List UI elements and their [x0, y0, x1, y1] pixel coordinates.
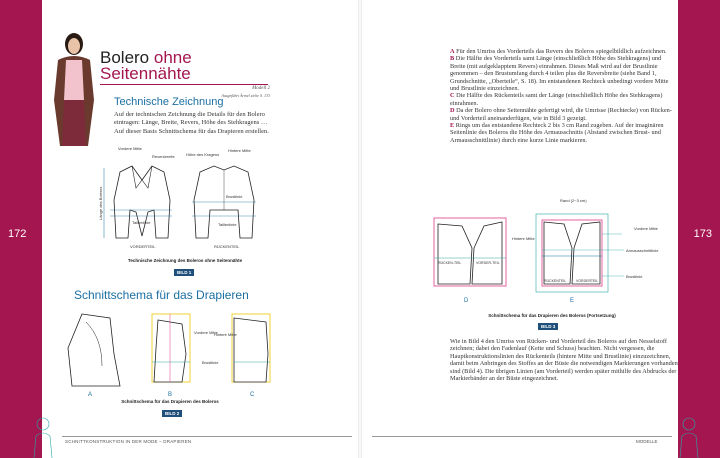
- book-gutter: [358, 0, 362, 458]
- label-hintere-mitte: Hintere Mitte: [228, 148, 251, 153]
- label-hoehe-kragen: Höhe des Kragens: [186, 152, 220, 157]
- model-label: Modell 2: [252, 86, 270, 91]
- title-rule: [100, 84, 268, 85]
- label-rueckenteil: RÜCKENTEIL: [214, 244, 240, 249]
- label-fig3-vorderteil: VORDERTEIL: [576, 279, 599, 283]
- figure3-caption: Schnittschema für das Drapieren des Boleros (Fortsetzung): [488, 313, 616, 318]
- label-ruecken-teil: RÜCKEN-TEIL: [438, 261, 462, 265]
- page-subtitle: Seitennähte: [100, 64, 191, 83]
- figure1-badge: BILD 1: [174, 269, 194, 276]
- label-fig3-rueckenteil: RÜCKENTEIL: [544, 279, 567, 283]
- label-d: D: [464, 298, 469, 304]
- figure2-badge: BILD 2: [162, 410, 182, 417]
- instruction-c: C Die Hälfte des Rückenteils samt der Länge (einschließlich Höhe des Stehkragens) einrahmen.: [450, 92, 663, 107]
- label-schema-brustlinie: Brustlinie: [202, 360, 219, 365]
- figure3-badge: BILD 3: [538, 323, 558, 330]
- mannequin-sketch-right: [676, 416, 702, 458]
- label-vordere-mitte: Vordere Mitte: [118, 146, 142, 151]
- label-armausschnittlinie: Armausschnittlinie: [626, 248, 659, 253]
- page-number-right: 173: [693, 228, 712, 240]
- paragraph-bild4: Wie in Bild 4 den Umriss von Rücken- und Vorderteil des Boleros auf den Nesselstoff zeichnen; dabei den Fadenlauf (Kette und Schuss) beachten. Nicht vergessen, die Hauptkonstruktionslinien des Rückenteils (hintere Mitte und Brustlinie) einzuzeichnen, damit beim Anbringen des Stoffes an der Büste die notwendigen Markierungen vorhanden sind (Bild 4). Die übrigen Linien (am Vorderteil) werden später mithilfe des Abdrucks der Markierbänder an der Büste eingezeichnet.: [450, 338, 678, 383]
- label-reversbreite: Reversbreite: [152, 154, 175, 159]
- page-number-left: 172: [8, 228, 27, 240]
- label-rand: Rand (2−3 cm): [560, 198, 587, 203]
- label-vorderteil: VORDERTEIL: [130, 244, 156, 249]
- mannequin-sketch-left: [30, 416, 56, 458]
- instruction-a: A Für den Umriss des Vorderteils das Revers des Boleros spiegelbildlich aufzeichnen.: [450, 48, 667, 55]
- label-taillenlinie-left: Taillenlinie: [132, 220, 151, 225]
- label-fig3-brustlinie: Brustlinie: [626, 274, 643, 279]
- footer-rule-right: [372, 436, 672, 437]
- label-brustlinie: Brustlinie: [226, 194, 243, 199]
- schema-figure: [62, 308, 282, 398]
- label-fig3-vordere-mitte: Vordere Mitte: [634, 226, 658, 231]
- label-b: B: [168, 392, 173, 398]
- model-photo: [44, 30, 98, 146]
- instruction-b: B Die Hälfte des Vorderteils samt Länge (einschließlich Höhe des Stehkragens) und Breite (mit aufgeklapptem Revers) einrahmen. Dieses Maß wird auf der Brustlinie genommen – den Brustumfang durch 4 teilen plus die Reversbreite (siehe Band 1, Grundschnitte, „Oberteile“, S. 18). Im entstandenen Rechteck unbedingt vordere Mitte und Brustlinie einzeichnen.: [450, 55, 669, 93]
- label-taillenlinie-right: Taillenlinie: [218, 222, 237, 227]
- label-fig3-hintere-mitte: Hintere Mitte: [512, 236, 535, 241]
- footer-rule-left: [62, 436, 352, 437]
- instructions-text: [450, 48, 678, 144]
- label-vorder-teil: VORDER-TEIL: [476, 261, 500, 265]
- footer-right: MODELLE: [636, 439, 658, 444]
- figure2-caption: Schnittschema für das Drapieren des Boleros: [121, 399, 219, 404]
- instruction-d: D Da der Bolero ohne Seitennähte gefertigt wird, die Umrisse (Rechtecke) von Rücken- und Vorderteil aneinanderfügen, wie in Bild 3 gezeigt.: [450, 107, 672, 122]
- section-heading-schema: Schnittschema für das Drapieren: [74, 288, 249, 302]
- model-reference: Ausgeführt Ärmel siehe S. 133: [221, 93, 270, 98]
- figure1-caption: Technische Zeichnung des Boleros ohne Seitennähte: [127, 258, 243, 263]
- schema-continuation-figure: [428, 194, 678, 306]
- label-e: E: [570, 298, 575, 304]
- label-schema-vordere-mitte: Vordere Mitte: [194, 330, 218, 335]
- page-title: Bolero ohne: [100, 48, 192, 67]
- label-laenge: Länge des Boleros: [98, 186, 103, 220]
- label-c: C: [250, 392, 255, 398]
- section-text-technical: Auf der technischen Zeichnung die Details für den Bolero eintragen: Länge, Breite, Revers, Höhe des Stehkragens … Auf dieser Basis Schnittschema für das Drapieren erstellen.: [114, 111, 269, 135]
- label-schema-hintere-mitte: Hintere Mitte: [214, 332, 237, 337]
- technical-drawing-figure: [90, 140, 280, 270]
- label-a: A: [88, 392, 93, 398]
- section-heading-technical: Technische Zeichnung: [114, 96, 224, 108]
- footer-left: SCHNITTKONSTRUKTION IN DER MODE – DRAPIEREN: [65, 439, 192, 444]
- instruction-e: E Rings um das entstandene Rechteck 2 bis 3 cm Rand zugeben. Auf der imaginären Seitenlinie des Boleros die Höhe des Armausschnitts (Abstand zwischen Brust- und Armausschnittlinie) durch eine kurze Linie markieren.: [450, 122, 664, 144]
